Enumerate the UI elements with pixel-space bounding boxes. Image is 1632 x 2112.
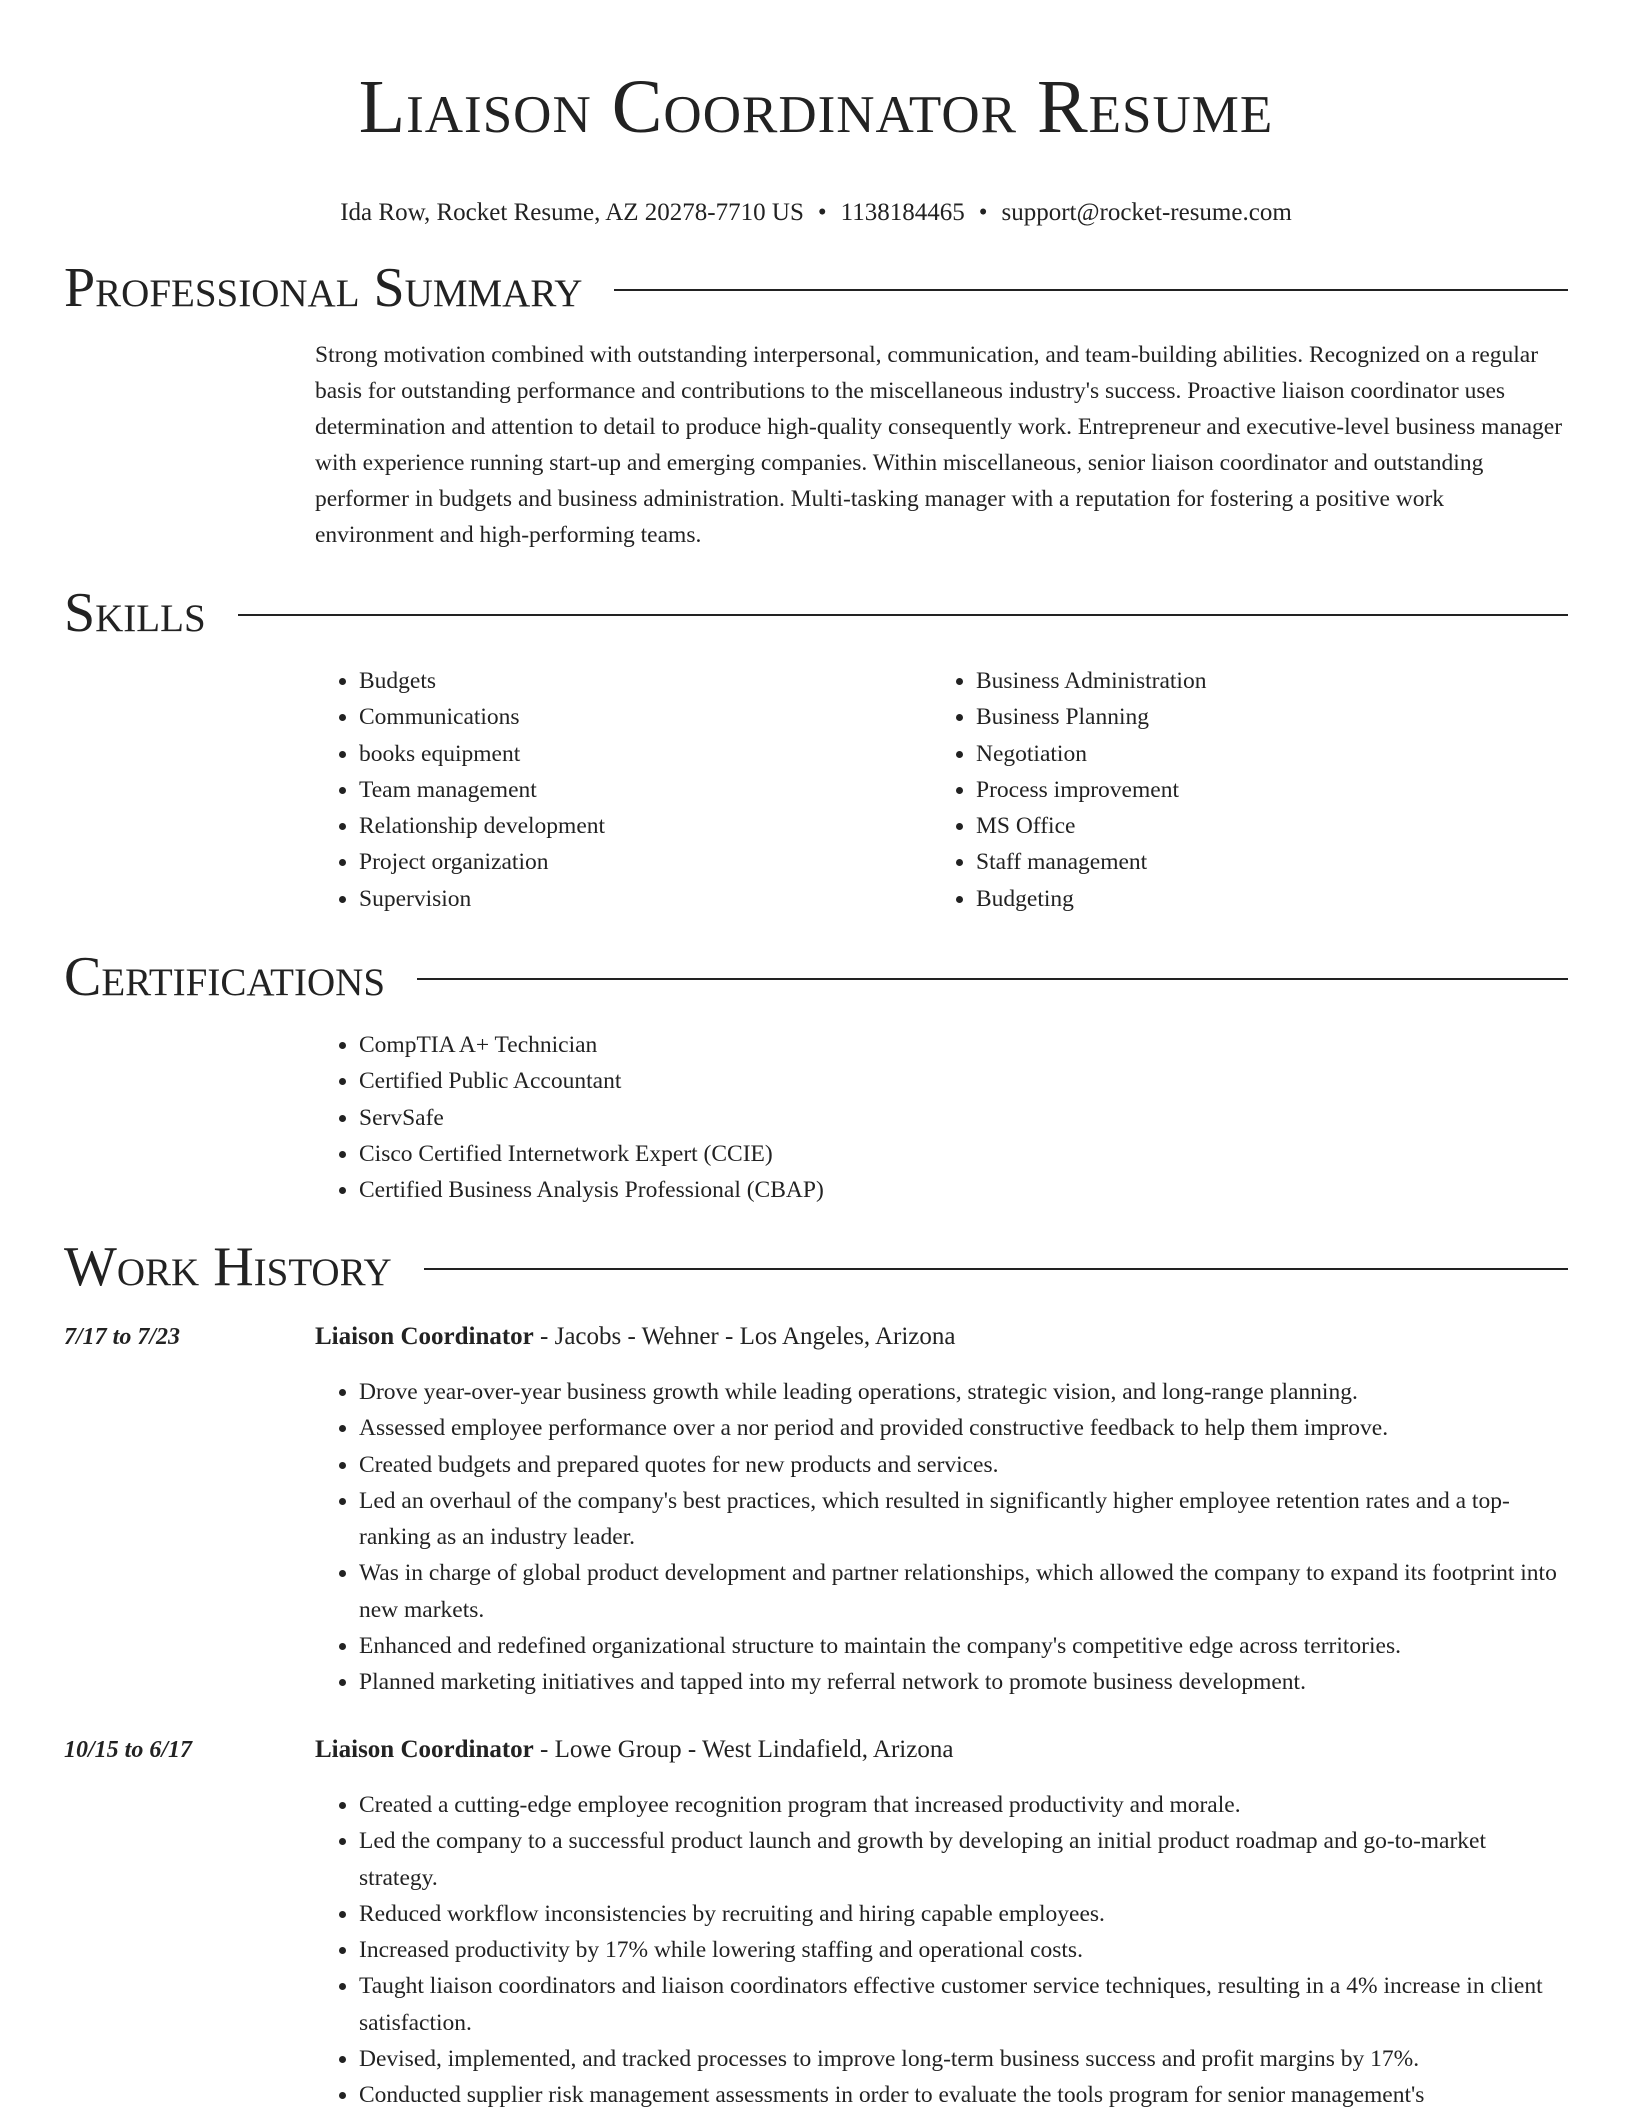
summary-text: Strong motivation combined with outstanding interpersonal, communication, and team-building abilities. Recognized on a regular basis for outstanding performance and contributions to the miscellaneous industry's success. Proactive liaison coordinator uses determination and attention to detail to produce high-quality consequently work. Entrepreneur and executive-level business manager with experience running start-up and emerging companies. Within miscellaneous, senior liaison coordinator and outstanding performer in budgets and business administration. Multi-tasking manager with a reputation for fostering a positive work environment and high-performing teams. bbox=[315, 342, 1563, 548]
skills-heading: Skills bbox=[64, 582, 206, 644]
skills-list-left bbox=[315, 663, 875, 917]
skills-list-right bbox=[932, 663, 1532, 917]
skill-item: • Project organization bbox=[359, 844, 875, 880]
contact-line bbox=[0, 198, 1632, 228]
section-divider bbox=[424, 1268, 1568, 1270]
job-bullets bbox=[315, 1374, 1568, 1701]
job-bullet: • Taught liaison coordinators and liaison coordinators effective customer service techniques, resulting in a 4% increase in client satisfaction. bbox=[359, 1968, 1568, 2041]
job-bullet: • Created budgets and prepared quotes for new products and services. bbox=[359, 1447, 1568, 1483]
skill-item: • Communications bbox=[359, 699, 875, 735]
contact-email: support@rocket-resume.com bbox=[1001, 199, 1292, 226]
skill-item: • Process improvement bbox=[976, 772, 1532, 808]
job-bullet: • Planned marketing initiatives and tapped into my referral network to promote business development. bbox=[359, 1664, 1568, 1700]
section-divider bbox=[238, 614, 1568, 616]
section-divider bbox=[417, 978, 1568, 980]
skill-item: • Staff management bbox=[976, 844, 1532, 880]
job-bullet: • Enhanced and redefined organizational structure to maintain the company's competitive edge across territories. bbox=[359, 1628, 1568, 1664]
summary-section-header bbox=[64, 256, 1568, 320]
contact-phone: 1138184465 bbox=[840, 199, 965, 226]
job-bullet: • Reduced workflow inconsistencies by recruiting and hiring capable employees. bbox=[359, 1896, 1568, 1932]
skill-item: • Business Planning bbox=[976, 699, 1532, 735]
skills-section-header bbox=[64, 581, 1568, 645]
job-bullet: • Led the company to a successful product launch and growth by developing an initial product roadmap and go-to-market strategy. bbox=[359, 1823, 1568, 1896]
job-title: Liaison Coordinator bbox=[315, 1736, 534, 1763]
summary-heading: Professional Summary bbox=[64, 257, 583, 319]
skill-item: • Budgets bbox=[359, 663, 875, 699]
job-dates: 7/17 to 7/23 bbox=[64, 1324, 181, 1350]
certification-item: • ServSafe bbox=[359, 1100, 1515, 1136]
job-bullets bbox=[315, 1787, 1568, 2112]
skill-item: • Supervision bbox=[359, 881, 875, 917]
job-bullet: • Was in charge of global product development and partner relationships, which allowed the company to expand its footprint into new markets. bbox=[359, 1555, 1568, 1628]
certification-item: • Cisco Certified Internetwork Expert (CCIE) bbox=[359, 1136, 1515, 1172]
job-bullet: • Led an overhaul of the company's best practices, which resulted in significantly higher employee retention rates and a top-ranking as an industry leader. bbox=[359, 1483, 1568, 1556]
skill-item: • Budgeting bbox=[976, 881, 1532, 917]
skill-item: • books equipment bbox=[359, 736, 875, 772]
job-company-location: - Lowe Group - West Lindafield, Arizona bbox=[533, 1736, 954, 1763]
job-title: Liaison Coordinator bbox=[315, 1323, 534, 1350]
skill-item: • Relationship development bbox=[359, 808, 875, 844]
job-bullet: • Drove year-over-year business growth while leading operations, strategic vision, and long-range planning. bbox=[359, 1374, 1568, 1410]
contact-separator: • bbox=[978, 199, 988, 226]
job-bullet: • Assessed employee performance over a nor period and provided constructive feedback to help them improve. bbox=[359, 1410, 1568, 1446]
certifications-heading: Certifications bbox=[64, 946, 386, 1008]
job-title-line bbox=[315, 1735, 953, 1765]
contact-separator: • bbox=[817, 199, 827, 226]
certification-item: • Certified Business Analysis Professional (CBAP) bbox=[359, 1172, 1515, 1208]
skill-item: • Team management bbox=[359, 772, 875, 808]
job-title-line bbox=[315, 1322, 956, 1352]
contact-address: Ida Row, Rocket Resume, AZ 20278-7710 US bbox=[340, 199, 804, 226]
certification-item: • Certified Public Accountant bbox=[359, 1063, 1515, 1099]
skill-item: • Negotiation bbox=[976, 736, 1532, 772]
job-bullet: • Devised, implemented, and tracked processes to improve long-term business success and profit margins by 17%. bbox=[359, 2041, 1568, 2077]
job-bullet: • Increased productivity by 17% while lowering staffing and operational costs. bbox=[359, 1932, 1568, 1968]
job-bullet: • Created a cutting-edge employee recognition program that increased productivity and morale. bbox=[359, 1787, 1568, 1823]
section-divider bbox=[614, 289, 1568, 291]
certification-item: • CompTIA A+ Technician bbox=[359, 1027, 1515, 1063]
certifications-section-header bbox=[64, 945, 1568, 1009]
work-history-section-header bbox=[64, 1235, 1568, 1299]
job-bullet: • Conducted supplier risk management assessments in order to evaluate the tools program for senior management's bbox=[359, 2077, 1568, 2112]
resume-title: Liaison Coordinator Resume bbox=[358, 65, 1274, 149]
work-history-heading: Work History bbox=[64, 1236, 392, 1298]
job-dates: 10/15 to 6/17 bbox=[64, 1737, 193, 1763]
skill-item: • Business Administration bbox=[976, 663, 1532, 699]
certifications-list bbox=[315, 1027, 1515, 1208]
skill-item: • MS Office bbox=[976, 808, 1532, 844]
job-company-location: - Jacobs - Wehner - Los Angeles, Arizona bbox=[533, 1323, 956, 1350]
